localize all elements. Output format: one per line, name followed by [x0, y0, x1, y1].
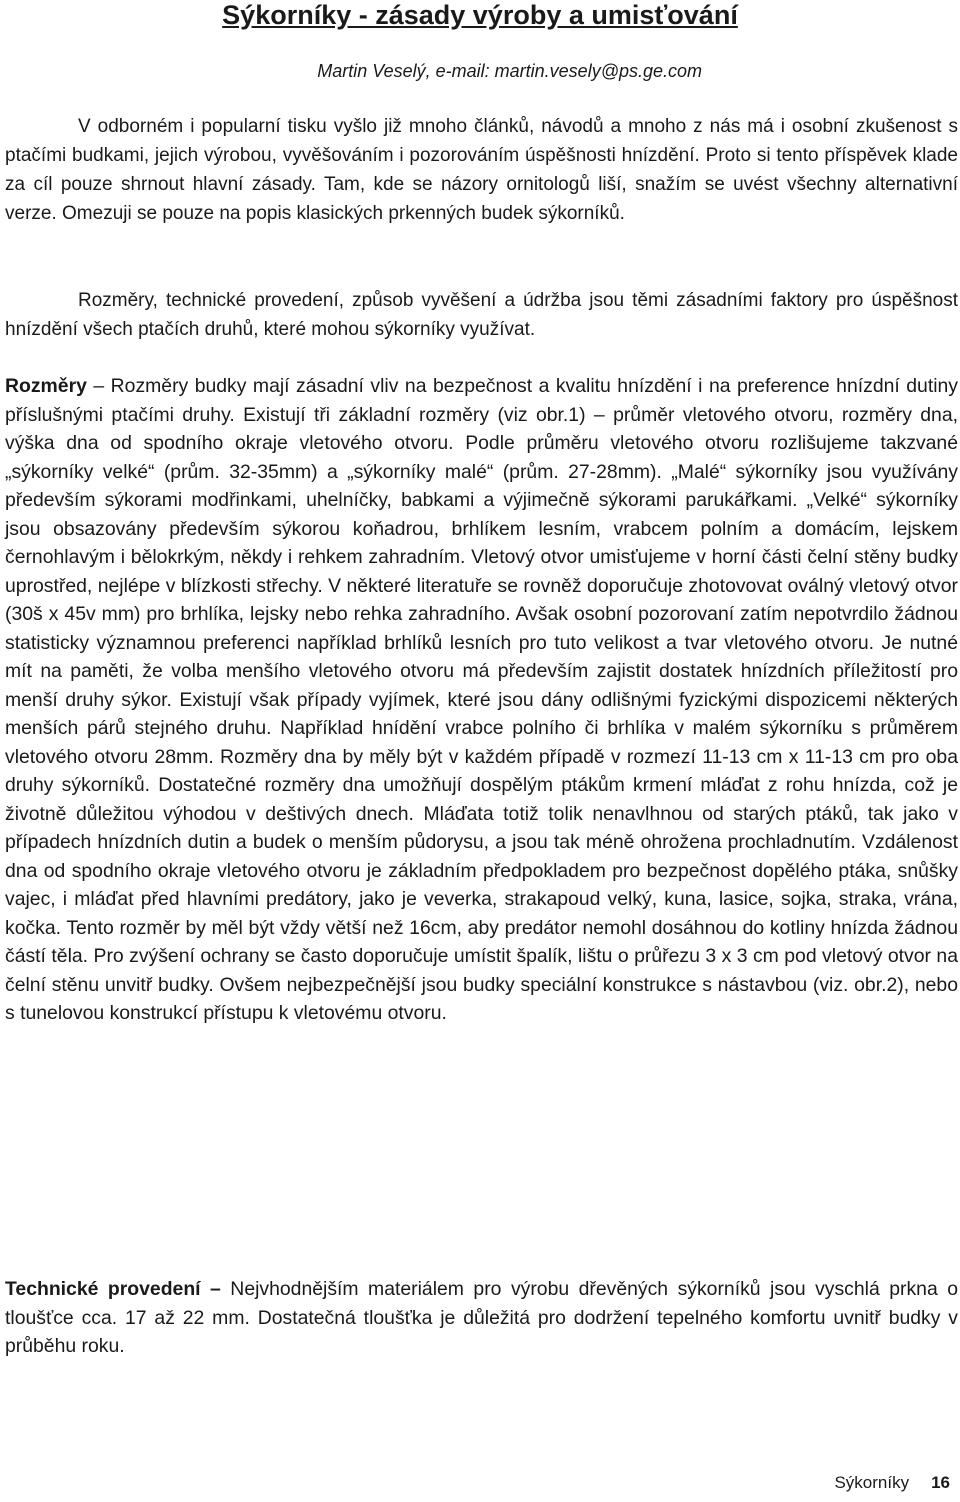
- author-name: Martin Veselý, e-mail:: [317, 61, 495, 81]
- page-number: 16: [931, 1473, 950, 1492]
- footer-section-label: Sýkorníky: [834, 1473, 910, 1492]
- dimensions-heading: Rozměry: [5, 375, 87, 397]
- technical-paragraph: [5, 1275, 958, 1361]
- dimensions-paragraph: [5, 372, 958, 1028]
- author-line: [317, 60, 702, 82]
- page-footer: [834, 1473, 950, 1493]
- intro-paragraph: V odborném i popularní tisku vyšlo již mnoho článků, návodů a mnoho z nás má i osobní zkušenost s ptačími budkami, jejich výrobou, vyvěšováním i pozorováním úspěšnosti hnízdění. Proto si tento příspěvek klade za cíl pouze shrnout hlavní zásady. Tam, kde se názory ornitologů liší, snažím se uvést všechny alternativní verze. Omezuji se pouze na popis klasických prkenných budek sýkorníků.: [5, 116, 958, 224]
- technical-text: Nejvhodnějším materiálem pro výrobu dřevěných sýkorníků jsou vyschlá prkna o tloušťce cca. 17 až 22 mm. Dostatečná tloušťka je důležitá pro dodržení tepelného komfortu uvnitř budky v průběhu roku.: [5, 1278, 959, 1357]
- dimensions-dash: –: [86, 375, 111, 397]
- technical-heading: Technické provedení –: [5, 1278, 221, 1300]
- document-title: Sýkorníky - zásady výroby a umisťování: [222, 0, 738, 30]
- dimensions-text: Rozměry budky mají zásadní vliv na bezpečnost a kvalitu hnízdění i na preference hnízdní dutiny příslušnými ptačími druhy. Existují tři základní rozměry (viz obr.1) – průměr vletového otvoru, rozměry dna, výška dna od spodního okraje vletového otvoru. Podle průměru vletového otvoru rozlišujeme takzvané „sýkorníky velké“ (prům. 32-35mm) a „sýkorníky malé“ (prům. 27-28mm). „Malé“ sýkorníky jsou využívány především sýkorami modřinkami, uhelníčky, babkami a výjimečně sýkorami parukářkami. „Velké“ sýkorníky jsou obsazovány především sýkorou koňadrou, brhlíkem lesním, vrabcem polním a domácím, lejskem černohlavým i bělokrkým, někdy i rehkem zahradním. Vletový otvor umisťujeme v horní části čelní stěny budky uprostřed, nejlépe v blízkosti střechy. V některé literatuře se rovněž doporučuje zhotovovat oválný vletový otvor (30š x 45v mm) pro brhlíka, lejsky nebo rehka zahradního. Avšak osobní pozorovaní zatím nepotvrdilo žádnou statisticky významnou preferenci například brhlíků lesních pro tuto velikost a tvar vletového otvoru. Je nutné mít na paměti, že volba menšího vletového otvoru má především zajistit dostatek hnízdních příležitostí pro menší druhy sýkor. Existují však případy vyjímek, které jsou dány odlišnými fyzickými dispozicemi některých menších párů stejného druhu. Například hnídění vrabce polního či brhlíka v malém sýkorníku s průměrem vletového otvoru 28mm. Rozměry dna by měly být v každém případě v rozmezí 11-13 cm x 11-13 cm pro oba druhy sýkorníků. Dostatečné rozměry dna umožňují dospělým ptákům krmení mláďat z rohu hnízda, což je životně důležitou výhodou v deštivých dnech. Mláďata totiž tolik nenavlhnou od starých ptáků, tak jako v případech hnízdních dutin a budek o menším půdorysu, a jsou tak méně ohrožena prochladnutím. Vzdálenost dna od spodního okraje vletového otvoru je základním předpokladem pro bezpečnost dopělého ptáka, snůšky vajec, i mláďat před hlavními predátory, jako je veverka, strakapoud velký, kuna, lasice, sojka, straka, vrána, kočka. Tento rozměr by měl být vždy větší než 16cm, aby predátor nemohl dosáhnou do kotliny hnízda žádnou částí těla. Pro zvýšení ochrany se často doporučuje umístit špalík, lištu o průřezu 3 x 3 cm pod vletový otvor na čelní stěnu unvitř budky. Ovšem nejbezpečnější jsou budky speciální konstrukce s nástavbou (viz. obr.2), nebo s tunelovou konstrukcí přístupu k vletovému otvoru.: [5, 375, 959, 1024]
- factors-paragraph: Rozměry, technické provedení, způsob vyvěšení a údržba jsou těmi zásadními faktory pro úspěšnost hnízdění všech ptačích druhů, které mohou sýkorníky využívat.: [5, 290, 958, 340]
- author-email-link[interactable]: martin.vesely@ps.ge.com: [494, 61, 702, 81]
